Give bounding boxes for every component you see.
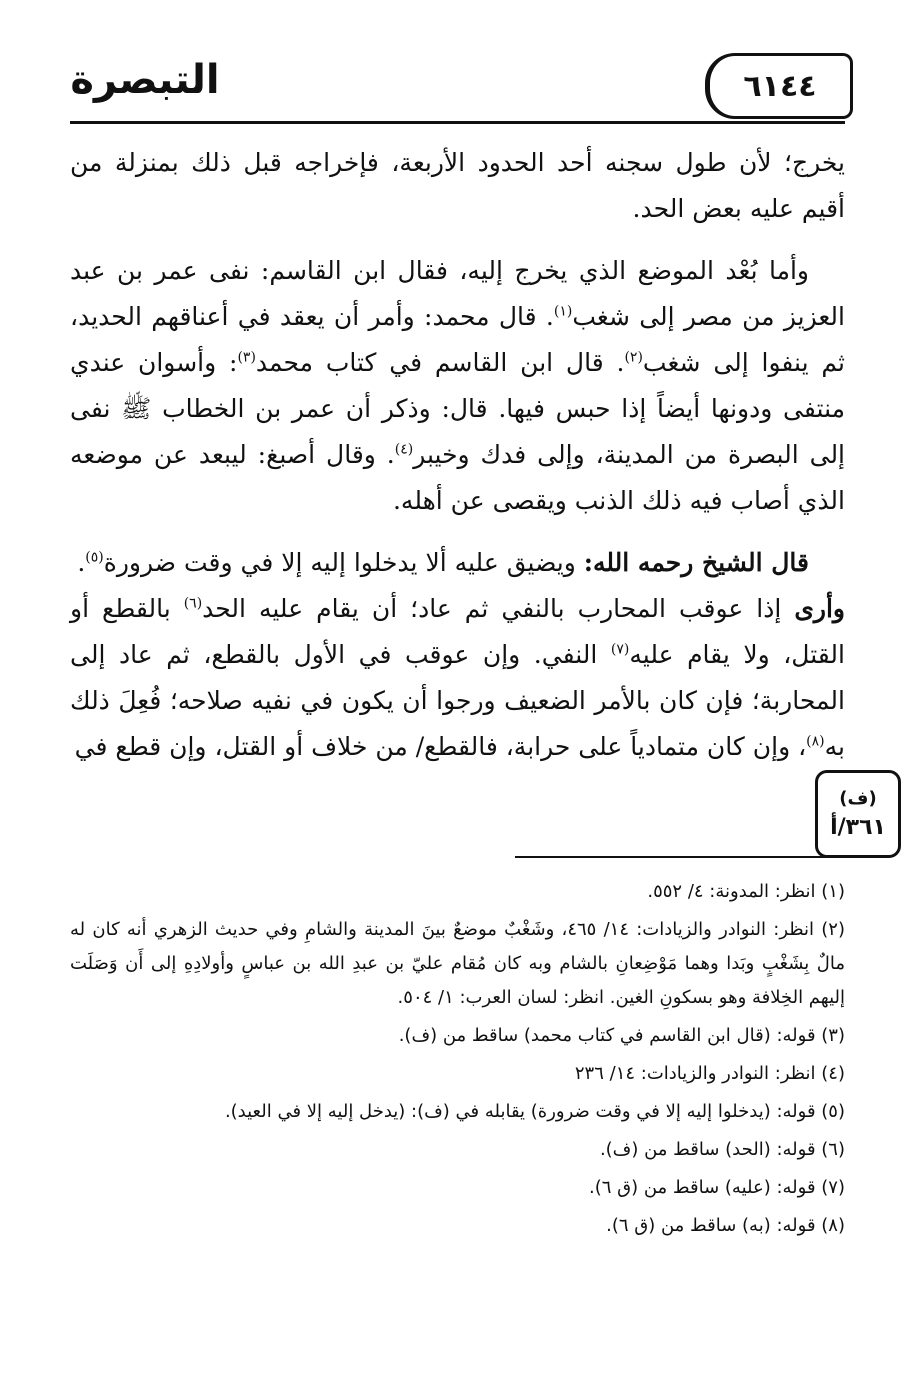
footnote-7: (٧) قوله: (عليه) ساقط من (ق ٦).	[589, 1177, 845, 1198]
footnote-5: (٥) قوله: (يدخلوا إليه إلا في وقت ضرورة) يقابله في (ف): (يدخل إليه إلا في العيد).	[224, 1101, 845, 1122]
footnote-6: (٦) قوله: (الحد) ساقط من (ف).	[599, 1139, 845, 1160]
footnote-ref-7[interactable]: (٧)	[610, 641, 630, 658]
footnote-8: (٨) قوله: (به) ساقط من (ق ٦).	[606, 1215, 845, 1236]
p2-text-e: . وقال أصبغ: ليبعد عن موضعه الذي أصاب فيه ذلك الذنب ويقصى عن أهله.	[70, 440, 845, 515]
page-header	[70, 45, 845, 125]
footnote-ref-8[interactable]: (٨)	[806, 733, 825, 750]
footnote-2: (٢) انظر: النوادر والزيادات: ١٤/ ٤٦٥، وشَغْبٌ موضعٌ بينَ المدينة والشامِ وفي حديث الزهري أنه كان له مالٌ بِشَغْبٍ وبَدا وهما مَوْضِعانِ بالشام وبه كان مُقام عليّ بن عبدِ الله بن عباسٍ وأولادِهِ إلى أَن وَصَلَت إليهم الخِلافة وهو بسكونِ الغين. انظر: لسان العرب: ١/ ٥٠٤.	[70, 919, 845, 1008]
p4-text-a: إذا عوقب المحارب بالنفي ثم عاد؛ أن يقام عليه الحد	[202, 594, 795, 623]
footnote-ref-4[interactable]: (٤)	[394, 441, 414, 458]
p3-text-a: ويضيق عليه ألا يدخلوا إليه إلا في وقت ضرورة	[103, 548, 584, 577]
margin-note-folio: ٣٦١/أ	[830, 815, 886, 840]
page-number-badge	[705, 53, 853, 119]
footnote-ref-1[interactable]: (١)	[553, 303, 573, 320]
book-title: التبصرة	[70, 57, 220, 103]
paragraph-3	[70, 540, 845, 586]
footnote-4: (٤) انظر: النوادر والزيادات: ١٤/ ٢٣٦	[574, 1063, 845, 1084]
p4-text-b: بالقطع أو القتل، ولا يقام عليه	[70, 594, 845, 669]
footnote-ref-5[interactable]: (٥)	[85, 549, 104, 566]
footnote-3: (٣) قوله: (قال ابن القاسم في كتاب محمد) ساقط من (ف).	[398, 1025, 845, 1046]
header-divider	[70, 121, 845, 124]
footnote-1: (١) انظر: المدونة: ٤/ ٥٥٢.	[647, 881, 845, 902]
p3-lead: قال الشيخ رحمه الله:	[583, 548, 809, 577]
margin-note-source: (ف)	[839, 788, 877, 809]
footnote-ref-3[interactable]: (٣)	[237, 349, 256, 366]
p2-text-c: . قال ابن القاسم في كتاب محمد	[255, 348, 625, 377]
paragraph-4	[70, 586, 845, 770]
footnote-ref-6[interactable]: (٦)	[183, 595, 203, 612]
manuscript-margin-note	[815, 770, 901, 858]
main-text	[70, 140, 845, 786]
p3-text-b: .	[77, 548, 86, 577]
p2-text-a: وأما بُعْد الموضع الذي يخرج إليه، فقال ابن القاسم: نفى عمر بن عبد العزيز من مصر إلى شغب	[70, 256, 845, 331]
footnotes	[70, 875, 845, 1247]
p4-text-c: النفي. وإن عوقب في الأول بالقطع، ثم عاد إلى المحاربة؛ فإن كان بالأمر الضعيف ورجوا أن يكون في نفيه صلاحه؛ فُعِلَ ذلك به	[70, 640, 845, 761]
p4-text-d: ، وإن كان متمادياً على حرابة، فالقطع/ من خلاف أو القتل، وإن قطع في	[74, 732, 807, 761]
page-number: ٦١٤٤	[743, 68, 817, 104]
p4-lead: وأرى	[794, 594, 845, 623]
paragraph-2	[70, 248, 845, 524]
footnote-divider	[515, 856, 845, 858]
p2-text-d: : وأسوان عندي منتفى ودونها أيضاً إذا حبس فيها. قال: وذكر أن عمر بن الخطاب ﷺ نفى إلى البصرة من المدينة، وإلى فدك وخيبر	[70, 348, 846, 469]
paragraph-1	[70, 140, 845, 232]
p2-text-b: . قال محمد: وأمر أن يعقد في أعناقهم الحديد، ثم ينفوا إلى شغب	[70, 302, 845, 377]
footnote-ref-2[interactable]: (٢)	[624, 349, 643, 366]
paragraph-1-text: يخرج؛ لأن طول سجنه أحد الحدود الأربعة، فإخراجه قبل ذلك بمنزلة من أقيم عليه بعض الحد.	[70, 148, 846, 223]
